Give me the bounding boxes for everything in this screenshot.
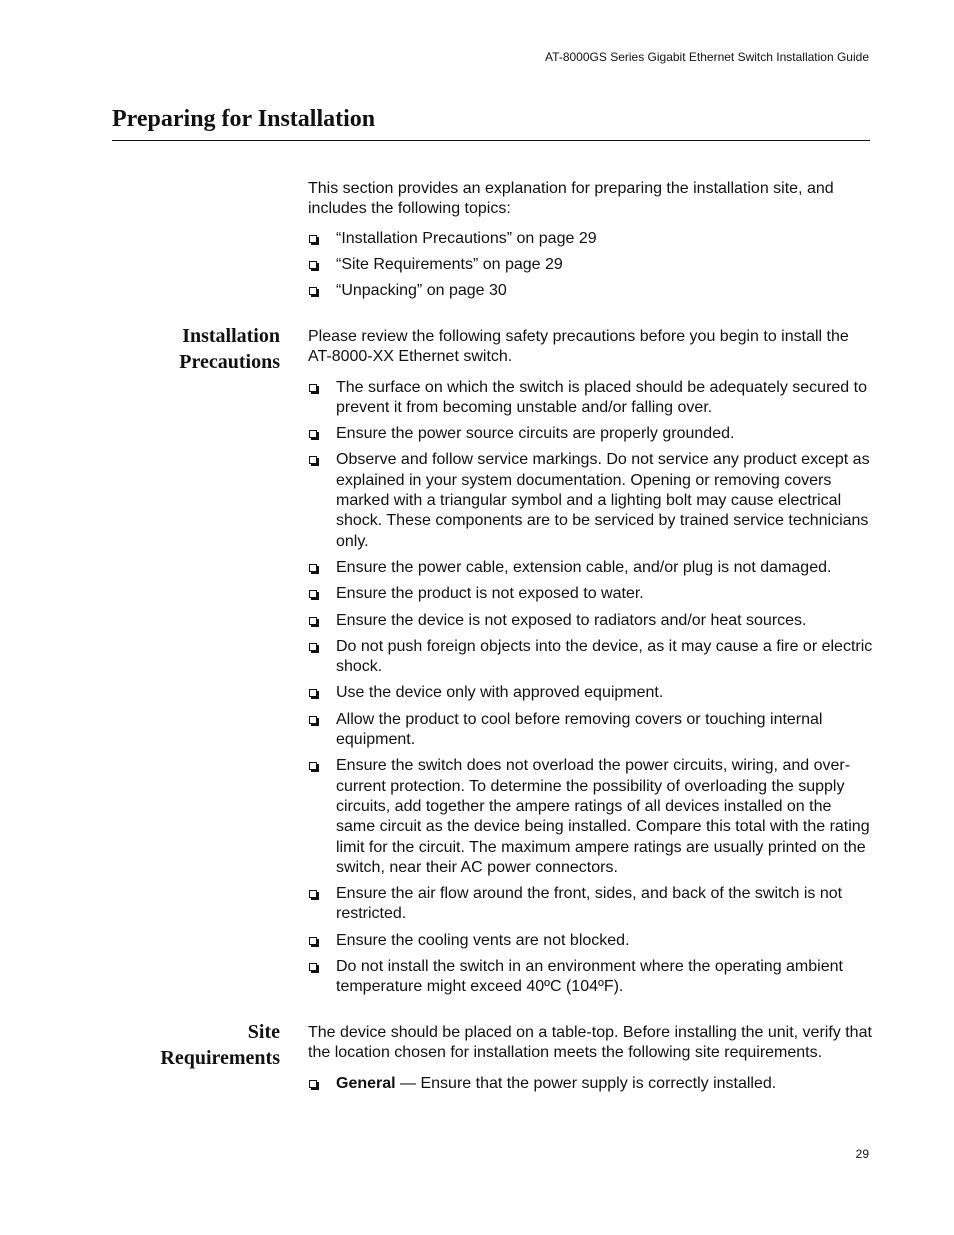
- running-header: AT-8000GS Series Gigabit Ethernet Switch Installation Guide: [545, 50, 869, 64]
- list-item: Do not push foreign objects into the device, as it may cause a fire or electric shock.: [308, 637, 873, 678]
- checkbox-bullet-icon: [309, 564, 317, 572]
- site-requirements-paragraph: The device should be placed on a table-top. Before installing the unit, verify that the location chosen for installation meets the following site requirements.: [308, 1024, 872, 1062]
- page-number: 29: [855, 1147, 869, 1161]
- checkbox-bullet-icon: [309, 384, 317, 392]
- list-item: Ensure the air flow around the front, sides, and back of the switch is not restricted.: [308, 884, 873, 925]
- checkbox-bullet-icon: [309, 235, 317, 243]
- title-rule: [112, 140, 870, 141]
- checkbox-bullet-icon: [309, 689, 317, 697]
- list-item: Ensure the device is not exposed to radiators and/or heat sources.: [308, 611, 873, 631]
- list-item: Observe and follow service markings. Do not service any product except as explained in your system documentation. Opening or removing covers marked with a triangular symbol and a lighting bolt may cause electrical shock. These components are to be serviced by trained service technicians only.: [308, 450, 873, 551]
- list-item: Ensure the power cable, extension cable, and/or plug is not damaged.: [308, 558, 873, 578]
- intro-paragraph: This section provides an explanation for preparing the installation site, and includes the following topics:: [308, 180, 834, 218]
- checkbox-bullet-icon: [309, 963, 317, 971]
- checkbox-bullet-icon: [309, 890, 317, 898]
- list-item: Do not install the switch in an environment where the operating ambient temperature might exceed 40ºC (104ºF).: [308, 957, 873, 998]
- precautions-paragraph: Please review the following safety precautions before you begin to install the AT-8000-XX Ethernet switch.: [308, 328, 849, 366]
- list-item: Ensure the cooling vents are not blocked.: [308, 931, 873, 951]
- list-item: [308, 255, 873, 275]
- checkbox-bullet-icon: [309, 261, 317, 269]
- checkbox-bullet-icon: [309, 617, 317, 625]
- checkbox-bullet-icon: [309, 430, 317, 438]
- installation-precautions-section: [308, 327, 873, 998]
- checkbox-bullet-icon: [309, 762, 317, 770]
- intro-section: [308, 179, 873, 301]
- list-item: General — Ensure that the power supply is correctly installed.: [308, 1074, 873, 1094]
- list-item: Ensure the power source circuits are properly grounded.: [308, 424, 873, 444]
- list-item: Allow the product to cool before removing covers or touching internal equipment.: [308, 710, 873, 751]
- checkbox-bullet-icon: [309, 590, 317, 598]
- checkbox-bullet-icon: [309, 643, 317, 651]
- general-label: General: [336, 1074, 396, 1092]
- site-requirements-section: [308, 1023, 873, 1094]
- checkbox-bullet-icon: [309, 456, 317, 464]
- list-item: The surface on which the switch is placed should be adequately secured to prevent it from becoming unstable and/or falling over.: [308, 378, 873, 419]
- list-item: Ensure the product is not exposed to water.: [308, 584, 873, 604]
- checkbox-bullet-icon: [309, 937, 317, 945]
- site-requirements-heading: Site Requirements: [160, 1021, 280, 1069]
- site-requirements-list: [308, 1074, 873, 1094]
- topic-link[interactable]: “Installation Precautions” on page 29: [336, 229, 597, 247]
- checkbox-bullet-icon: [309, 716, 317, 724]
- precautions-list: [308, 378, 873, 998]
- list-item: [308, 229, 873, 249]
- topic-list: [308, 229, 873, 302]
- list-item: Use the device only with approved equipment.: [308, 683, 873, 703]
- checkbox-bullet-icon: [309, 287, 317, 295]
- list-item: Ensure the switch does not overload the power circuits, wiring, and over-current protection. To determine the possibility of overloading the supply circuits, add together the ampere ratings of all devices installed on the same circuit as the device being installed. Compare this total with the rating limit for the circuit. The maximum ampere ratings are usually printed on the switch, near their AC power connectors.: [308, 756, 873, 878]
- list-item: [308, 281, 873, 301]
- topic-link[interactable]: “Site Requirements” on page 29: [336, 255, 563, 273]
- installation-precautions-heading: Installation Precautions: [179, 325, 280, 373]
- topic-link[interactable]: “Unpacking” on page 30: [336, 282, 507, 300]
- checkbox-bullet-icon: [309, 1080, 317, 1088]
- page-title: Preparing for Installation: [112, 106, 376, 132]
